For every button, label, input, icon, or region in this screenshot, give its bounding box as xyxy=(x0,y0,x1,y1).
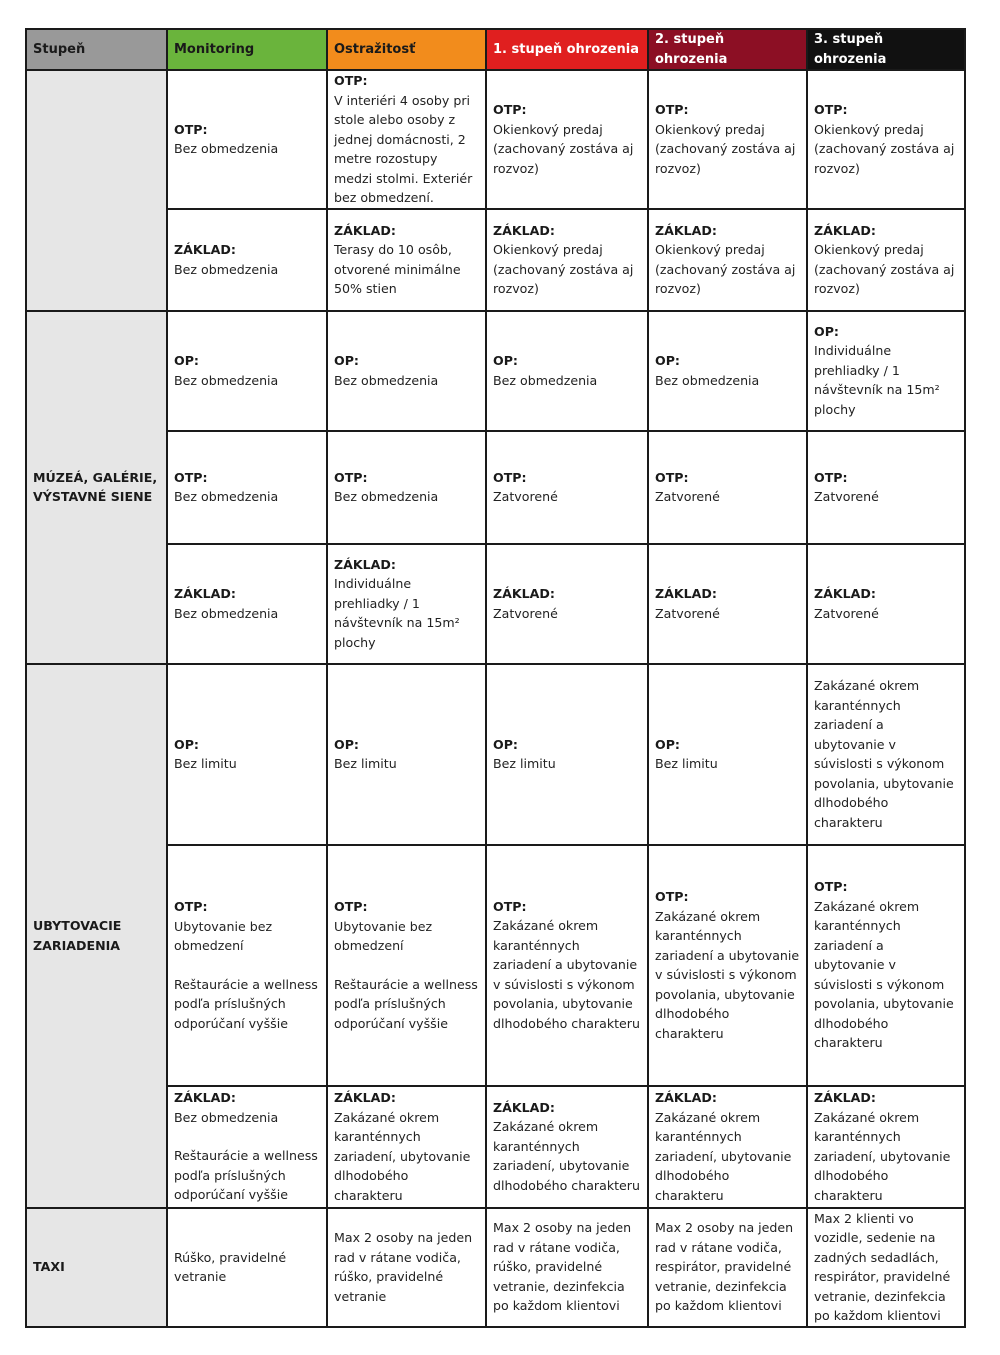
cell-text: Bez obmedzenia xyxy=(174,141,279,157)
cell-label: ZÁKLAD: xyxy=(814,222,876,238)
cell xyxy=(327,209,486,311)
cell-label: OTP: xyxy=(655,889,689,904)
cell xyxy=(327,1208,486,1327)
cell-label: ZÁKLAD: xyxy=(493,222,555,238)
cell-text: Okienkový predaj (zachovaný zostáva aj rozvoz) xyxy=(493,121,634,176)
cell-label: ZÁKLAD: xyxy=(814,586,876,601)
cell-label: OTP: xyxy=(655,469,689,485)
cell-label: OP: xyxy=(174,353,199,368)
cell-text: Max 2 osoby na jeden rad v rátane vodiča, respirátor, pravidelné vetranie, dezinfekcia po každom klientovi xyxy=(655,1220,794,1314)
cell-label: OP: xyxy=(493,353,518,368)
cell-label: ZÁKLAD: xyxy=(493,1099,555,1115)
cell xyxy=(486,311,648,431)
cell-text: Bez limitu xyxy=(655,756,718,771)
cell-label: OTP: xyxy=(493,102,527,118)
cell xyxy=(167,1208,327,1327)
header-row xyxy=(26,29,965,70)
header-stupen2: 2. stupeň ohrozenia xyxy=(648,29,807,70)
cell-text: Zatvorené xyxy=(493,605,558,621)
cell-label: OTP: xyxy=(493,469,527,485)
cell-text: Bez obmedzenia xyxy=(174,261,279,277)
cell-text: Bez limitu xyxy=(334,756,397,771)
cell xyxy=(648,544,807,664)
category-ubytovacie: UBYTOVACIE ZARIADENIA xyxy=(26,664,167,1208)
cell xyxy=(486,431,648,544)
cell-text: Bez limitu xyxy=(174,756,237,771)
cell xyxy=(807,431,965,544)
cell xyxy=(486,70,648,209)
cell-text: Zakázané okrem karanténnych zariadení, ubytovanie dlhodobého charakteru xyxy=(493,1119,640,1193)
table-row xyxy=(26,431,965,544)
cell-text: Zakázané okrem karanténnych zariadení a ubytovanie v súvislosti s výkonom povolania, ubytovanie dlhodobého charakteru xyxy=(655,908,800,1041)
cell-label: OTP: xyxy=(174,469,208,485)
cell xyxy=(167,845,327,1086)
cell-label: ZÁKLAD: xyxy=(174,586,236,601)
cell xyxy=(807,209,965,311)
table-row xyxy=(26,209,965,311)
cell xyxy=(167,311,327,431)
cell-label: OP: xyxy=(174,736,199,752)
cell-text: Individuálne prehliadky / 1 návštevník na 15m² plochy xyxy=(334,576,460,650)
category-muzea: MÚZEÁ, GALÉRIE, VÝSTAVNÉ SIENE xyxy=(26,311,167,664)
cell xyxy=(807,544,965,664)
cell xyxy=(807,845,965,1086)
cell-label: ZÁKLAD: xyxy=(493,586,555,601)
cell-text: Bez obmedzenia xyxy=(174,489,279,504)
cell-label: OP: xyxy=(493,736,518,752)
cell xyxy=(807,1208,965,1327)
cell xyxy=(486,1208,648,1327)
header-ostrazitost: Ostražitosť xyxy=(327,29,486,70)
cell-text: Bez obmedzenia xyxy=(174,1109,279,1125)
cell-text: Okienkový predaj (zachovaný zostáva aj rozvoz) xyxy=(814,242,955,296)
cell xyxy=(486,209,648,311)
cell-label: ZÁKLAD: xyxy=(655,222,717,238)
cell xyxy=(486,664,648,845)
cell-text: Terasy do 10 osôb, otvorené minimálne 50% stien xyxy=(334,242,461,296)
cell-label: OP: xyxy=(334,353,359,368)
cell-label: OP: xyxy=(655,353,680,368)
cell xyxy=(167,431,327,544)
cell-text: Ubytovanie bez obmedzení xyxy=(174,918,273,953)
cell xyxy=(648,70,807,209)
cell-label: OTP: xyxy=(334,73,368,88)
cell xyxy=(648,1208,807,1327)
cell-text: Rúško, pravidelné vetranie xyxy=(174,1249,287,1284)
header-monitoring: Monitoring xyxy=(167,29,327,70)
cell-label: OP: xyxy=(334,736,359,752)
cell-text: Zatvorené xyxy=(814,605,879,621)
cell xyxy=(648,431,807,544)
cell xyxy=(167,664,327,845)
category-taxi: TAXI xyxy=(26,1208,167,1327)
cell xyxy=(807,664,965,845)
cell-label: ZÁKLAD: xyxy=(334,556,396,572)
cell xyxy=(648,311,807,431)
cell-label: OTP: xyxy=(814,102,848,118)
cell-text: Okienkový predaj (zachovaný zostáva aj rozvoz) xyxy=(655,242,796,296)
cell xyxy=(167,209,327,311)
table-row xyxy=(26,664,965,845)
cell xyxy=(486,845,648,1086)
header-stupen: Stupeň xyxy=(26,29,167,70)
cell-text: Zatvorené xyxy=(814,489,879,504)
cell xyxy=(648,1086,807,1208)
cell xyxy=(807,70,965,209)
header-stupen3: 3. stupeň ohrozenia xyxy=(807,29,965,70)
cell-label: OTP: xyxy=(174,899,208,914)
cell-text: Bez obmedzenia xyxy=(174,372,279,388)
cell-text: Zatvorené xyxy=(493,489,558,504)
cell xyxy=(327,544,486,664)
cell-text-extra: Reštaurácie a wellness podľa príslušných odporúčaní vyššie xyxy=(334,976,478,1031)
cell-text: Zakázané okrem karanténnych zariadení a ubytovanie v súvislosti s výkonom povolania, ubytovanie dlhodobého charakteru xyxy=(814,898,954,1051)
cell-text: Bez obmedzenia xyxy=(334,489,439,504)
cell xyxy=(807,311,965,431)
table-row xyxy=(26,311,965,431)
cell-text: Bez obmedzenia xyxy=(174,605,279,621)
cell-text: V interiéri 4 osoby pri stole alebo osoby z jednej domácnosti, 2 metre rozostupy medzi stolmi. Exteriér bez obmedzení. xyxy=(334,92,473,205)
category-cell-gastro xyxy=(26,70,167,311)
table-row xyxy=(26,544,965,664)
cell-text: Bez obmedzenia xyxy=(655,372,760,388)
cell-text: Max 2 osoby na jeden rad v rátane vodiča, rúško, pravidelné vetranie, dezinfekcia po každom klientovi xyxy=(493,1220,632,1314)
cell-text: Okienkový predaj (zachovaný zostáva aj rozvoz) xyxy=(814,121,955,176)
cell-label: ZÁKLAD: xyxy=(814,1090,876,1105)
cell-text: Zatvorené xyxy=(655,489,720,504)
cell-label: OTP: xyxy=(814,469,848,485)
cell xyxy=(327,431,486,544)
cell-text: Bez obmedzenia xyxy=(493,372,598,388)
cell-label: ZÁKLAD: xyxy=(655,586,717,601)
table-row xyxy=(26,70,965,209)
cell-label: ZÁKLAD: xyxy=(334,222,396,238)
cell-text: Ubytovanie bez obmedzení xyxy=(334,918,433,953)
cell-label: OTP: xyxy=(174,121,208,137)
cell-text-extra: Reštaurácie a wellness podľa príslušných odporúčaní vyššie xyxy=(174,1148,318,1203)
cell-label: ZÁKLAD: xyxy=(174,242,236,257)
cell-text: Zakázané okrem karanténnych zariadení a ubytovanie v súvislosti s výkonom povolania, ubytovanie dlhodobého charakteru xyxy=(493,918,640,1031)
cell-label: OTP: xyxy=(493,898,527,914)
cell-label: OTP: xyxy=(334,899,368,914)
cell xyxy=(327,1086,486,1208)
cell-text: Bez limitu xyxy=(493,756,556,771)
cell xyxy=(327,845,486,1086)
cell xyxy=(648,845,807,1086)
cell-text: Okienkový predaj (zachovaný zostáva aj rozvoz) xyxy=(655,121,796,176)
cell xyxy=(486,1086,648,1208)
table-row xyxy=(26,845,965,1086)
cell xyxy=(327,70,486,209)
cell-label: ZÁKLAD: xyxy=(655,1090,717,1105)
cell-label: ZÁKLAD: xyxy=(334,1090,396,1105)
cell-label: OP: xyxy=(655,736,680,752)
cell-text: Zakázané okrem karanténnych zariadení a ubytovanie v súvislosti s výkonom povolania, ubytovanie dlhodobého charakteru xyxy=(814,678,954,830)
cell xyxy=(327,664,486,845)
cell-text: Zakázané okrem karanténnych zariadení, ubytovanie dlhodobého charakteru xyxy=(334,1109,471,1203)
cell-text: Zakázané okrem karanténnych zariadení, ubytovanie dlhodobého charakteru xyxy=(814,1109,951,1203)
cell-text: Max 2 klienti vo vozidle, sedenie na zadných sedadlách, respirátor, pravidelné vetranie, dezinfekcia po každom klientovi xyxy=(814,1210,951,1323)
cell xyxy=(167,1086,327,1208)
cell xyxy=(648,209,807,311)
cell xyxy=(807,1086,965,1208)
cell xyxy=(167,544,327,664)
cell-label: ZÁKLAD: xyxy=(174,1090,236,1106)
cell-text: Okienkový predaj (zachovaný zostáva aj rozvoz) xyxy=(493,242,634,296)
cell-text: Individuálne prehliadky / 1 návštevník na 15m² plochy xyxy=(814,343,940,417)
header-stupen1: 1. stupeň ohrozenia xyxy=(486,29,648,70)
cell-label: OP: xyxy=(814,323,839,339)
cell xyxy=(648,664,807,845)
table-row xyxy=(26,1086,965,1208)
cell-text: Bez obmedzenia xyxy=(334,372,439,388)
cell-text: Max 2 osoby na jeden rad v rátane vodiča, rúško, pravidelné vetranie xyxy=(334,1230,473,1304)
cell-text: Zakázané okrem karanténnych zariadení, ubytovanie dlhodobého charakteru xyxy=(655,1109,792,1203)
cell-text-extra: Reštaurácie a wellness podľa príslušných odporúčaní vyššie xyxy=(174,976,318,1031)
cell-label: OTP: xyxy=(655,102,689,118)
cell xyxy=(167,70,327,209)
cell-label: OTP: xyxy=(814,879,848,895)
restrictions-table xyxy=(25,28,966,1328)
table-row xyxy=(26,1208,965,1327)
cell-label: OTP: xyxy=(334,469,368,485)
cell xyxy=(327,311,486,431)
cell-text: Zatvorené xyxy=(655,605,720,621)
cell xyxy=(486,544,648,664)
